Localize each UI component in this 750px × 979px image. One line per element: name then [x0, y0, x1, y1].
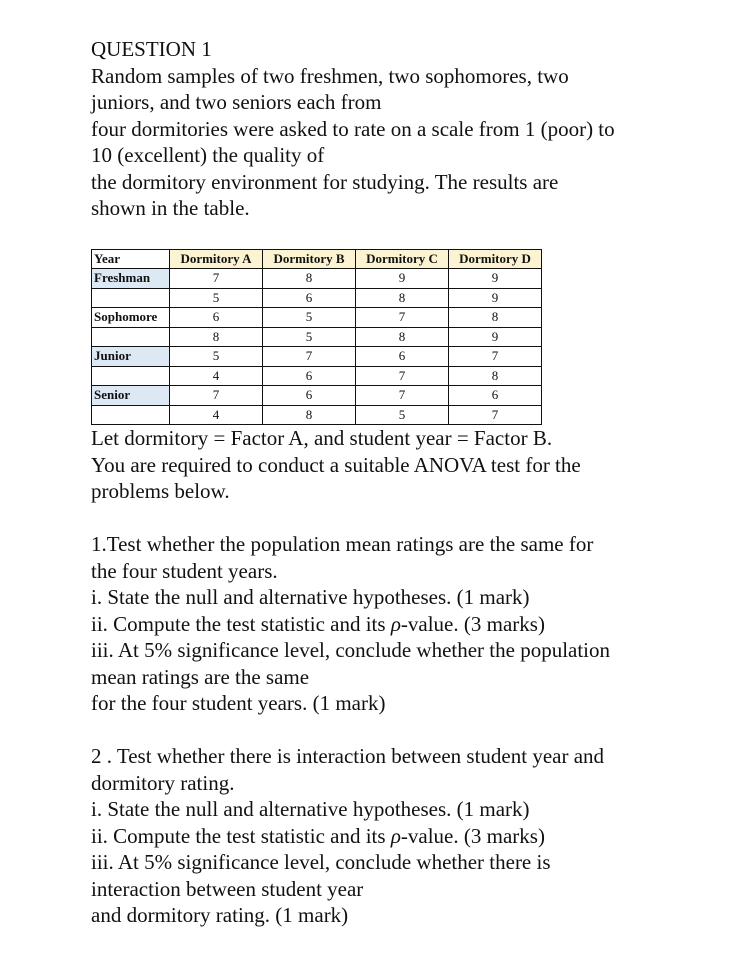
table-cell: 6 [263, 288, 356, 308]
q2-part-ii-text-end: -value. (3 marks) [400, 823, 545, 848]
table-row [92, 347, 542, 367]
q2-part-iii: iii. At 5% significance level, conclude whether there is [91, 850, 551, 874]
table-cell: 8 [356, 327, 449, 347]
table-cell: 7 [170, 269, 263, 289]
document-page [91, 36, 731, 929]
table-cell: 9 [449, 288, 542, 308]
table-row [92, 327, 542, 347]
table-cell: 6 [356, 347, 449, 367]
instruction-line: You are required to conduct a suitable ANOVA test for the [91, 452, 581, 477]
q2-part-i: i. State the null and alternative hypotheses. (1 mark) [91, 797, 530, 821]
table-cell: 9 [449, 269, 542, 289]
table-row [92, 269, 542, 289]
table-row [92, 366, 542, 386]
row-label [92, 327, 170, 347]
q1-part-ii-text: ii. Compute the test statistic and its [91, 611, 391, 636]
intro-line: Random samples of two freshmen, two sophomores, two [91, 63, 569, 88]
table-cell: 5 [170, 288, 263, 308]
q2-part-ii [91, 823, 731, 850]
table-cell: 6 [170, 308, 263, 328]
table-cell: 9 [356, 269, 449, 289]
table-cell: 8 [263, 269, 356, 289]
q2-line: 2 . Test whether there is interaction between student year and [91, 744, 605, 768]
header-dormitory-d: Dormitory D [449, 249, 542, 269]
row-label-senior: Senior [92, 386, 170, 406]
table-cell: 7 [356, 366, 449, 386]
question-title: QUESTION 1 [91, 37, 212, 61]
table-row [92, 386, 542, 406]
table-cell: 9 [449, 327, 542, 347]
table-cell: 6 [449, 386, 542, 406]
table-cell: 5 [356, 405, 449, 425]
row-label [92, 288, 170, 308]
header-dormitory-c: Dormitory C [356, 249, 449, 269]
table-cell: 8 [449, 308, 542, 328]
row-label-freshman: Freshman [92, 269, 170, 289]
ratings-table [91, 249, 542, 426]
q2-line: and dormitory rating. (1 mark) [91, 903, 349, 927]
table-row [92, 405, 542, 425]
row-label-sophomore: Sophomore [92, 308, 170, 328]
table-cell: 7 [263, 347, 356, 367]
intro-line: 10 (excellent) the quality of [91, 143, 325, 167]
table-cell: 7 [449, 347, 542, 367]
table-cell: 8 [170, 327, 263, 347]
q1-line: the four student years. [91, 558, 278, 583]
table-cell: 4 [170, 405, 263, 425]
table-cell: 7 [170, 386, 263, 406]
table-cell: 5 [170, 347, 263, 367]
intro-text [91, 36, 731, 222]
intro-line: the dormitory environment for studying. The results are [91, 169, 559, 194]
table-cell: 8 [449, 366, 542, 386]
q2-line: interaction between student year [91, 876, 364, 901]
q2-line: dormitory rating. [91, 770, 235, 795]
table-cell: 7 [356, 308, 449, 328]
rho-symbol: ρ [390, 611, 401, 636]
rho-symbol: ρ [390, 823, 401, 848]
header-year: Year [92, 249, 170, 269]
q1-line: 1.Test whether the population mean ratings are the same for [91, 532, 594, 556]
header-dormitory-b: Dormitory B [263, 249, 356, 269]
table-cell: 6 [263, 386, 356, 406]
intro-line: four dormitories were asked to rate on a scale from 1 (poor) to [91, 116, 615, 141]
table-cell: 8 [263, 405, 356, 425]
table-cell: 4 [170, 366, 263, 386]
q2-part-ii-text: ii. Compute the test statistic and its [91, 823, 391, 848]
row-label [92, 366, 170, 386]
intro-line: juniors, and two seniors each from [91, 90, 382, 114]
intro-line: shown in the table. [91, 196, 250, 220]
question-2-block [91, 743, 731, 929]
q1-part-i: i. State the null and alternative hypotheses. (1 mark) [91, 585, 530, 609]
table-cell: 5 [263, 327, 356, 347]
table-row [92, 288, 542, 308]
table-row [92, 308, 542, 328]
q1-line: mean ratings are the same [91, 664, 310, 689]
table-cell: 7 [449, 405, 542, 425]
question-1-block [91, 531, 731, 717]
table-cell: 6 [263, 366, 356, 386]
q1-part-ii-text-end: -value. (3 marks) [400, 611, 545, 636]
table-cell: 8 [356, 288, 449, 308]
q1-part-ii [91, 611, 731, 638]
table-cell: 7 [356, 386, 449, 406]
table-header-row [92, 249, 542, 269]
instruction-line: problems below. [91, 479, 230, 503]
q1-part-iii: iii. At 5% significance level, conclude whether the population [91, 638, 611, 662]
header-dormitory-a: Dormitory A [170, 249, 263, 269]
factor-definition: Let dormitory = Factor A, and student year = Factor B. [91, 426, 553, 450]
row-label [92, 405, 170, 425]
after-table-text [91, 425, 731, 505]
row-label-junior: Junior [92, 347, 170, 367]
table-cell: 5 [263, 308, 356, 328]
q1-line: for the four student years. (1 mark) [91, 691, 386, 715]
